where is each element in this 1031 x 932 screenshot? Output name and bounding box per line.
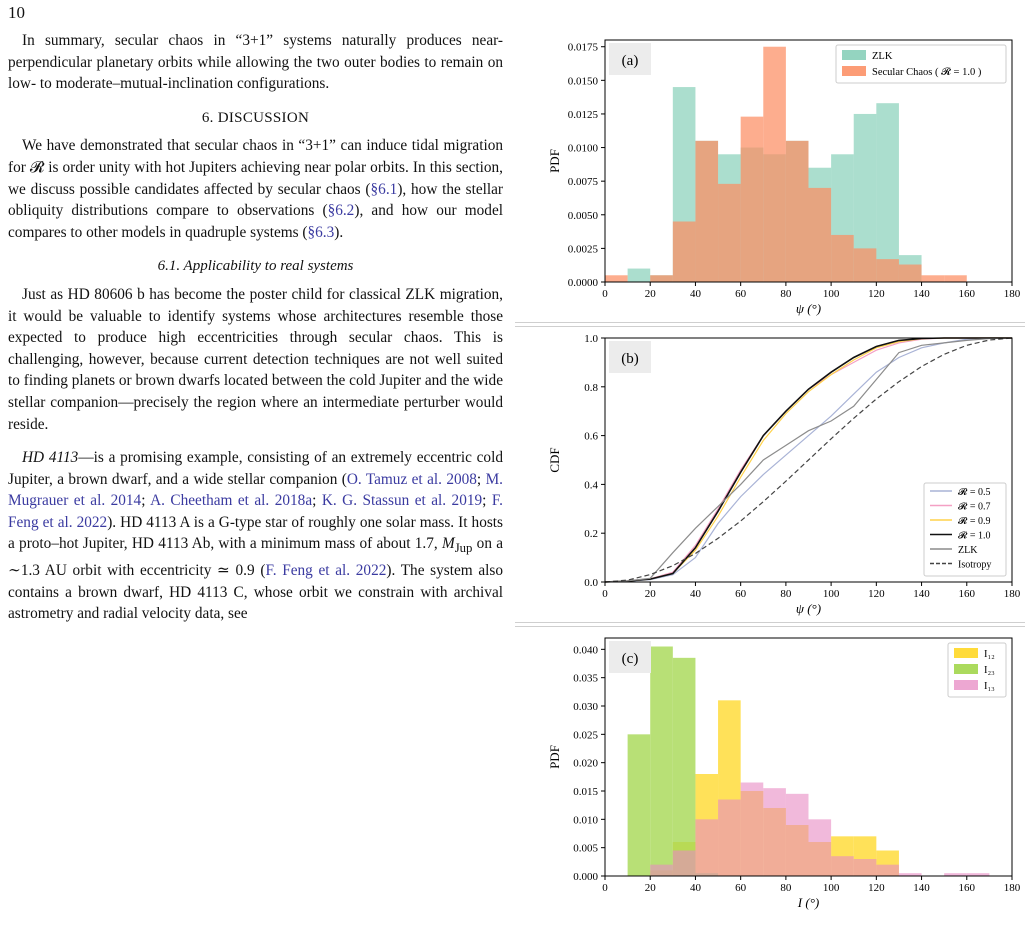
histogram-bar — [650, 275, 673, 282]
paragraph-applicability: Just as HD 80606 b has become the poster child for classical ZLK migration, it would be valuable to identify systems whose architectures resemble those expected to produce high eccentricities through secular chaos. This is challenging, however, because current detection techniques are not well suited to finding planets or brown dwarfs located between the cold Jupiter and the wide stellar companion—precisely the region where an intermediate perturber would reside. — [8, 285, 503, 433]
panel-divider — [515, 622, 1025, 627]
y-tick-label: 0.4 — [584, 479, 598, 492]
y-tick-label: 0.0000 — [567, 277, 598, 289]
legend-label: ZLK — [872, 51, 893, 62]
chart-b — [515, 328, 1025, 620]
x-tick-label: 0 — [602, 588, 608, 600]
citation-cheetham[interactable]: A. Cheetham et al. 2018a — [150, 492, 313, 510]
legend-swatch — [954, 648, 978, 658]
ref-section-6-2[interactable]: §6.2 — [327, 202, 355, 220]
text-span: ). HD 4113 A is a G-type star of roughly one solar mass. It hosts a proto–hot Jupiter, HD 4113 Ab, with a minimum mass of about 1.7, — [8, 513, 503, 553]
x-tick-label: 160 — [958, 882, 976, 894]
text-span: We have demonstrated that secular chaos in “3+1” can induce tidal migration for 𝓡 is order unity with hot Jupiters achieving near polar orbits. In this section, we discuss possible candidates affected by secular chaos ( — [8, 137, 503, 198]
histogram-bar — [673, 658, 696, 876]
mjup-symbol: M — [441, 535, 455, 553]
y-tick-label: 0.0 — [584, 577, 598, 589]
y-tick-label: 0.0050 — [567, 209, 598, 222]
y-tick-label: 0.000 — [573, 871, 598, 883]
text-span: on a ∼1.3 AU orbit with eccentricity ≃ 0.9 ( — [8, 535, 504, 580]
x-tick-label: 140 — [913, 588, 930, 600]
x-tick-label: 20 — [644, 588, 656, 600]
x-tick-label: 140 — [913, 288, 930, 300]
x-axis-label: ψ (°) — [795, 601, 822, 616]
y-tick-label: 0.8 — [584, 381, 598, 394]
histogram-bar — [718, 184, 741, 282]
x-tick-label: 120 — [868, 882, 885, 894]
x-tick-label: 100 — [822, 588, 840, 600]
histogram-bar — [809, 819, 832, 876]
x-tick-label: 160 — [958, 288, 976, 300]
histogram-bar — [899, 265, 922, 282]
panel-b — [515, 328, 1025, 620]
legend-label: I₂₃ — [984, 665, 995, 676]
histogram-bar — [922, 275, 945, 282]
paragraph-hd4113: HD 4113—is a promising example, consisting of an extremely eccentric cold Jupiter, a brown dwarf, and a wide stellar companion (O. Tamuz et al. 2008; M. Mugrauer et al. 2014; A. Cheetham et al. 2018a; K. G. Stassun et al. 2019; F. Feng et al. 2022). HD 4113 A is a G-type star of roughly one solar mass. It hosts a proto–hot Jupiter, HD 4113 Ab, with a minimum mass of about 1.7, $M_{Jup}$ on a ∼1.3 AU orbit with eccentricity ≃ 0.9 (F. Feng et al. 2022). The system also contains a brown dwarf, HD 4113 C, whose orbit we constrain with archival astrometry and radial velocity data, see — [8, 449, 504, 623]
histogram-bar — [786, 141, 809, 282]
histogram-bar — [628, 734, 651, 876]
histogram-bar — [854, 859, 877, 876]
x-tick-label: 20 — [644, 288, 656, 300]
legend-label: I₁₂ — [984, 649, 995, 660]
y-tick-label: 0.030 — [573, 701, 598, 713]
histogram-bar — [786, 794, 809, 876]
x-tick-label: 0 — [602, 288, 608, 300]
x-tick-label: 80 — [780, 288, 792, 300]
panel-a — [515, 30, 1025, 320]
y-tick-label: 0.040 — [573, 644, 598, 657]
text-span: ). The system also contains a brown dwarf, HD 4113 C, whose orbit we constrain with archival astrometry and radial velocity data, see — [8, 562, 503, 623]
x-tick-label: 180 — [1003, 588, 1021, 600]
legend-label: Secular Chaos ( 𝓡 = 1.0 ) — [872, 67, 982, 78]
y-tick-label: 0.0100 — [567, 142, 598, 155]
histogram-bar — [763, 47, 786, 282]
y-tick-label: 0.035 — [573, 672, 598, 685]
figure — [515, 30, 1025, 915]
x-tick-label: 180 — [1003, 882, 1021, 894]
histogram-bar — [876, 259, 899, 282]
legend-label: 𝓡 = 0.9 — [958, 516, 991, 527]
x-tick-label: 120 — [868, 288, 885, 300]
legend-swatch — [954, 680, 978, 690]
x-axis-label: I (°) — [797, 895, 820, 910]
histogram-bar — [876, 103, 899, 282]
x-tick-label: 80 — [780, 882, 792, 894]
mjup-subscript: Jup — [454, 541, 473, 556]
hd4113-lead: HD 4113 — [22, 449, 79, 467]
y-tick-label: 0.0025 — [567, 243, 598, 256]
subsection-heading: 6.1. Applicability to real systems — [157, 258, 354, 275]
chart-a — [515, 30, 1025, 320]
y-tick-label: 0.015 — [573, 786, 598, 798]
panel-label: (b) — [621, 351, 639, 367]
paragraph-discussion — [8, 135, 503, 243]
histogram-bar — [944, 275, 967, 282]
x-tick-label: 80 — [780, 588, 792, 600]
histogram-bar — [831, 235, 854, 282]
histogram-bar — [854, 248, 877, 282]
histogram-bar — [628, 269, 651, 282]
legend-label: Isotropy — [958, 559, 992, 571]
panel-label: (a) — [621, 53, 639, 69]
histogram-bar — [763, 788, 786, 876]
x-tick-label: 60 — [735, 882, 747, 894]
x-tick-label: 60 — [735, 288, 747, 300]
citation-feng-2[interactable]: F. Feng et al. 2022 — [265, 562, 387, 580]
y-tick-label: 0.6 — [584, 430, 598, 443]
legend-label: 𝓡 = 0.7 — [958, 501, 991, 513]
panel-label: (c) — [621, 651, 639, 667]
x-tick-label: 140 — [913, 882, 930, 894]
y-tick-label: 1.0 — [584, 333, 598, 345]
text-column — [8, 30, 503, 625]
y-tick-label: 0.005 — [573, 842, 598, 855]
x-tick-label: 40 — [689, 588, 701, 600]
ref-section-6-3[interactable]: §6.3 — [307, 223, 335, 241]
x-tick-label: 100 — [822, 288, 840, 300]
x-tick-label: 60 — [735, 588, 747, 600]
y-axis-label: PDF — [547, 745, 562, 769]
legend-swatch — [954, 664, 978, 674]
histogram-bar — [673, 222, 696, 283]
histogram-bar — [809, 188, 832, 282]
histogram-bar — [650, 647, 673, 877]
text-span: ), how the stellar obliquity distributions compare to observations ( — [8, 180, 503, 220]
y-tick-label: 0.0175 — [567, 41, 598, 54]
x-tick-label: 20 — [644, 882, 656, 894]
y-tick-label: 0.0125 — [567, 108, 598, 121]
histogram-bar — [741, 783, 764, 877]
legend-label: ZLK — [958, 545, 978, 556]
y-axis-label: CDF — [547, 447, 562, 473]
legend-label: 𝓡 = 0.5 — [958, 487, 991, 498]
y-tick-label: 0.010 — [573, 814, 598, 827]
x-axis-label: ψ (°) — [795, 301, 822, 316]
histogram-bar — [876, 865, 899, 876]
panel-divider — [515, 322, 1025, 327]
paragraph-summary: In summary, secular chaos in “3+1” systems naturally produces near-perpendicular planetary orbits while allowing the two outer bodies to remain on low- to moderate–mutual-inclination configurations. — [8, 32, 503, 93]
text-span: —is a promising example, consisting of an extremely eccentric cold Jupiter, a brown dwarf, and a wide stellar companion ( — [8, 449, 503, 488]
histogram-bar — [831, 856, 854, 876]
x-tick-label: 40 — [689, 882, 701, 894]
legend-swatch — [842, 50, 866, 60]
histogram-bar — [718, 800, 741, 877]
panel-c — [515, 628, 1025, 915]
chart-c — [515, 628, 1025, 915]
histogram-bar — [695, 819, 718, 876]
histogram-bar — [650, 865, 673, 876]
histogram-bar — [741, 117, 764, 282]
x-tick-label: 40 — [689, 288, 701, 300]
x-tick-label: 160 — [958, 588, 976, 600]
legend-label: 𝓡 = 1.0 — [958, 530, 991, 542]
y-axis-label: PDF — [547, 149, 562, 173]
y-tick-label: 0.0150 — [567, 75, 598, 88]
citation-mugrauer[interactable]: M. Mugrauer et al. 2014 — [8, 470, 504, 510]
citation-tamuz[interactable]: O. Tamuz et al. 2008 — [346, 470, 477, 488]
x-tick-label: 120 — [868, 588, 885, 600]
ref-section-6-1[interactable]: §6.1 — [370, 180, 398, 198]
y-tick-label: 0.020 — [573, 757, 598, 770]
text-span: ), and how our model compares to other models in quadruple systems ( — [8, 202, 503, 241]
histogram-bar — [695, 141, 718, 282]
citation-feng[interactable]: F. Feng et al. 2022 — [8, 492, 503, 531]
y-tick-label: 0.025 — [573, 729, 598, 742]
page-number: 10 — [8, 3, 25, 22]
y-tick-label: 0.0075 — [567, 176, 598, 189]
y-tick-label: 0.2 — [584, 528, 598, 541]
histogram-bar — [673, 851, 696, 877]
text-span: ). — [334, 223, 344, 241]
x-tick-label: 100 — [822, 882, 840, 894]
citation-stassun[interactable]: K. G. Stassun et al. 2019 — [321, 492, 483, 510]
histogram-bar — [605, 275, 628, 282]
x-tick-label: 0 — [602, 882, 608, 894]
legend-swatch — [842, 66, 866, 76]
x-tick-label: 180 — [1003, 288, 1021, 300]
legend-label: I₁₃ — [984, 681, 995, 692]
section-heading-discussion: 6. DISCUSSION — [201, 109, 310, 126]
